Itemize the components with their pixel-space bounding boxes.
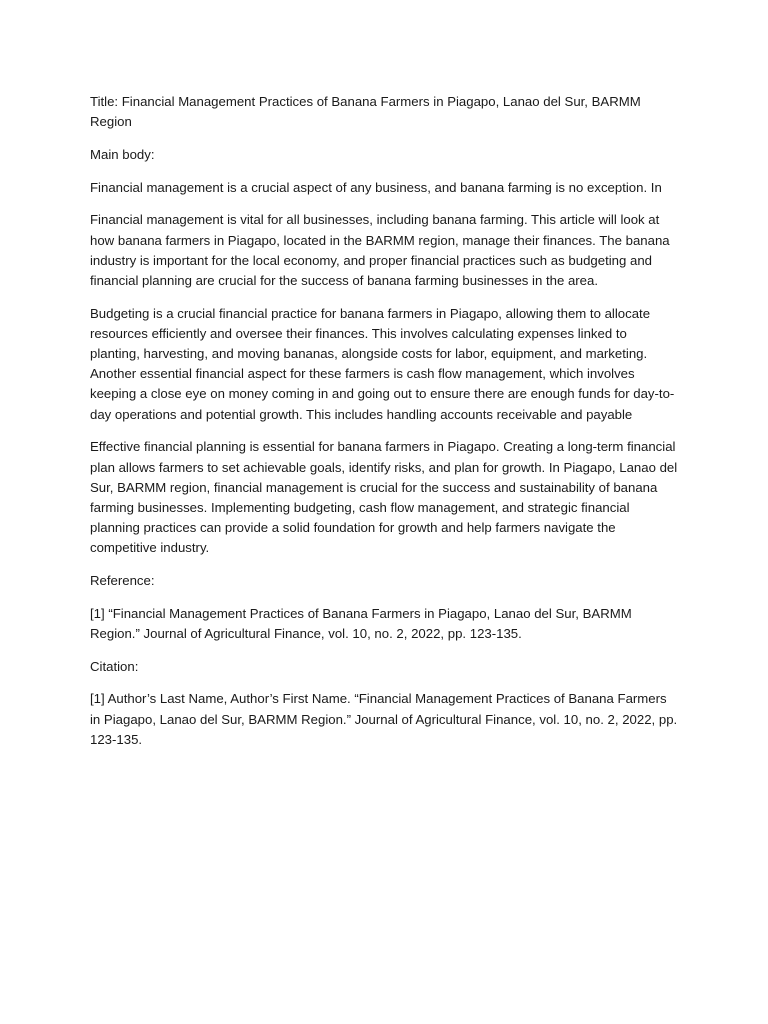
reference-heading: Reference: <box>90 573 155 589</box>
body-paragraph-2: Budgeting is a crucial financial practice for banana farmers in Piagapo, allowing them to allocate resources efficiently and oversee their finances. This involves calculating expenses linked to planting, harvesting, and moving bananas, alongside costs for labor, equipment, and marketing. Another essential financial aspect for these farmers is cash flow management, which involves keeping a close eye on money coming in and going out to ensure there are enough funds for day-to-day operations and potential growth. This includes handling accounts receivable and payable <box>90 305 675 422</box>
main-body-heading: Main body: <box>90 146 155 162</box>
intro-fragment: Financial management is a crucial aspect of any business, and banana farming is no exception. In <box>90 179 662 195</box>
citation-heading: Citation: <box>90 658 139 674</box>
citation-entry: [1] Author’s Last Name, Author’s First Name. “Financial Management Practices of Banana Farmers in Piagapo, Lanao del Sur, BARMM Region.” Journal of Agricultural Finance, vol. 10, no. 2, 2022, pp. 123-135. <box>90 691 678 747</box>
document-title: Title: Financial Management Practices of Banana Farmers in Piagapo, Lanao del Sur, BARMM Region <box>90 94 641 130</box>
reference-entry: [1] “Financial Management Practices of Banana Farmers in Piagapo, Lanao del Sur, BARMM Region.” Journal of Agricultural Finance, vol. 10, no. 2, 2022, pp. 123-135. <box>90 605 632 641</box>
body-paragraph-3: Effective financial planning is essential for banana farmers in Piagapo. Creating a long-term financial plan allows farmers to set achievable goals, identify risks, and plan for growth. In Piagapo, Lanao del Sur, BARMM region, financial management is crucial for the success and sustainability of banana farming businesses. Implementing budgeting, cash flow management, and strategic financial planning practices can provide a solid foundation for growth and help farmers navigate the competitive industry. <box>90 439 678 556</box>
body-paragraph-1: Financial management is vital for all businesses, including banana farming. This article will look at how banana farmers in Piagapo, located in the BARMM region, manage their finances. The banana industry is important for the local economy, and proper financial practices such as budgeting and financial planning are crucial for the success of banana farming businesses in the area. <box>90 212 670 288</box>
